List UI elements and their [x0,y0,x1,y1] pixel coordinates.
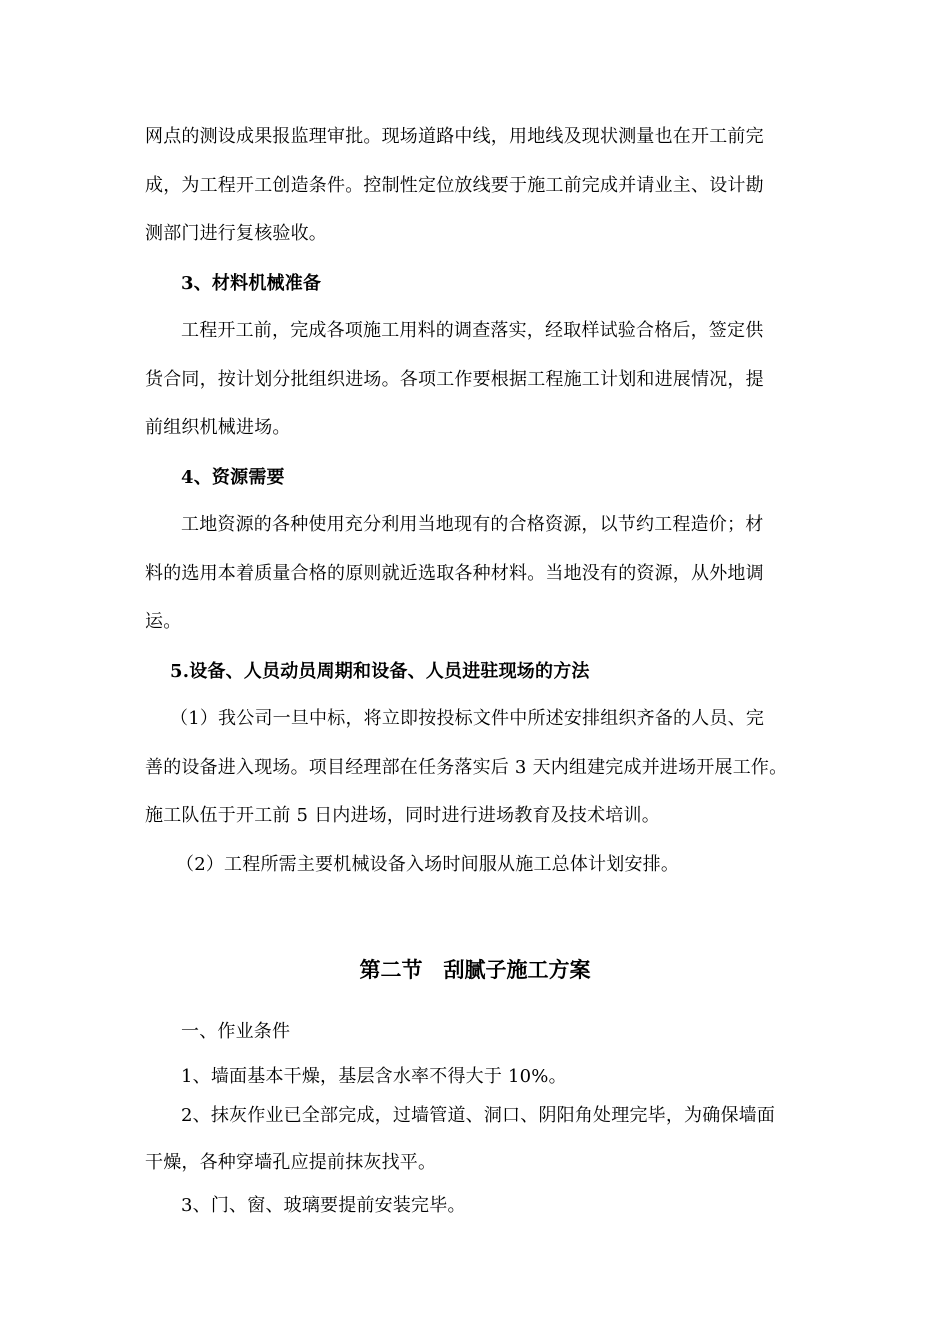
paragraph-line: 前组织机械进场。 [145,417,291,438]
paragraph-line: 善的设备进入现场。项目经理部在任务落实后 3 天内组建完成并进场开展工作。 [145,757,788,778]
paragraph-line: 工地资源的各种使用充分利用当地现有的合格资源，以节约工程造价；材 [181,514,764,535]
subheading: 3、材料机械准备 [181,273,322,294]
paragraph-line: （1）我公司一旦中标，将立即按投标文件中所述安排组织齐备的人员、完 [170,708,765,729]
paragraph-line: 干燥，各种穿墙孔应提前抹灰找平。 [145,1152,437,1173]
subheading: 4、资源需要 [181,467,285,488]
list-item: 2、抹灰作业已全部完成，过墙管道、洞口、阴阳角处理完毕，为确保墙面 [181,1105,776,1126]
paragraph-line: 工程开工前，完成各项施工用料的调查落实，经取样试验合格后，签定供 [181,320,764,341]
paragraph-line: （2）工程所需主要机械设备入场时间服从施工总体计划安排。 [176,854,680,875]
paragraph-line: 运。 [145,611,182,632]
subheading: 一、作业条件 [181,1021,291,1042]
paragraph-line: 成，为工程开工创造条件。控制性定位放线要于施工前完成并请业主、设计勘 [145,175,764,196]
subheading: 5.设备、人员动员周期和设备、人员进驻现场的方法 [170,661,590,682]
paragraph-line: 施工队伍于开工前 5 日内进场，同时进行进场教育及技术培训。 [145,805,660,826]
paragraph-line: 网点的测设成果报监理审批。现场道路中线，用地线及现状测量也在开工前完 [145,126,764,147]
paragraph-line: 料的选用本着质量合格的原则就近选取各种材料。当地没有的资源，从外地调 [145,563,764,584]
list-item: 3、门、窗、玻璃要提前安装完毕。 [181,1195,466,1216]
paragraph-line: 测部门进行复核验收。 [145,223,327,244]
list-item: 1、墙面基本干燥，基层含水率不得大于 10%。 [181,1066,567,1087]
section-title: 第二节 刮腻子施工方案 [359,957,591,982]
paragraph-line: 货合同，按计划分批组织进场。各项工作要根据工程施工计划和进展情况，提 [145,369,764,390]
